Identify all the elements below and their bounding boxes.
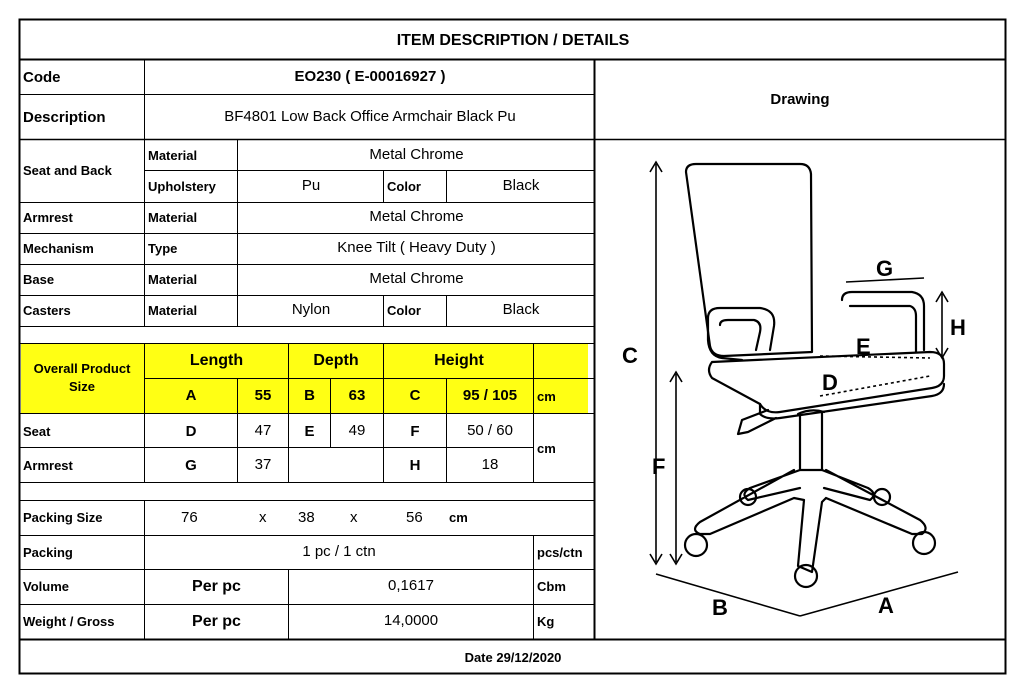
seat-d-value: 47 (254, 422, 272, 439)
overall-unit: cm (537, 389, 556, 404)
overall-a-key: A (185, 387, 197, 404)
armrest-material: Metal Chrome (369, 208, 464, 225)
packing-size-length: 76 (181, 509, 198, 526)
casters-label: Casters (23, 303, 71, 318)
depth-header: Depth (313, 352, 359, 369)
base-material: Metal Chrome (369, 270, 464, 287)
packing-label: Packing (23, 545, 73, 560)
packing-value: 1 pc / 1 ctn (302, 543, 376, 560)
page-title: ITEM DESCRIPTION / DETAILS (396, 32, 630, 49)
chair-base (695, 470, 926, 572)
description-label: Description (23, 109, 106, 126)
caster-front-right (913, 532, 935, 554)
dim-label-a: A (878, 593, 894, 618)
packing-size-height: 56 (406, 509, 423, 526)
armrest-material-label: Material (148, 210, 198, 225)
chair-tilt-lever (738, 410, 776, 434)
chair-backrest (686, 164, 812, 356)
armrest-g-key: G (185, 457, 197, 474)
volume-per: Per pc (192, 578, 241, 595)
upholstery-value: Pu (301, 177, 321, 194)
armrest-g-value: 37 (254, 456, 272, 473)
packing-size-x1: x (259, 509, 267, 526)
armrest-dims-label: Armrest (23, 458, 73, 473)
volume-label: Volume (23, 579, 69, 594)
seat-f-value: 50 / 60 (467, 422, 513, 439)
packing-unit: pcs/ctn (537, 545, 583, 560)
armrest-h-key: H (409, 457, 421, 474)
dim-label-c: C (622, 343, 638, 368)
upholstery-label: Upholstery (148, 179, 216, 194)
seat-back-material-label: Material (148, 148, 198, 163)
dim-label-d: D (822, 370, 838, 395)
seat-back-label: Seat and Back (23, 163, 112, 178)
packing-size-x2: x (350, 509, 358, 526)
drawing-label: Drawing (770, 91, 830, 108)
mechanism-label: Mechanism (23, 241, 94, 256)
height-header: Height (434, 352, 484, 369)
packing-size-width: 38 (298, 509, 315, 526)
weight-label: Weight / Gross (23, 614, 115, 629)
dim-label-h: H (950, 315, 966, 340)
code-value: EO230 ( E-00016927 ) (294, 68, 446, 85)
volume-value: 0,1617 (388, 577, 434, 594)
caster-front-left (685, 534, 707, 556)
overall-a-value: 55 (254, 387, 272, 404)
dim-line-b (656, 574, 800, 616)
mechanism-type-label: Type (148, 241, 178, 256)
casters-material: Nylon (291, 301, 331, 318)
chair-left-armrest (708, 308, 774, 360)
date-footer: Date 29/12/2020 (464, 650, 562, 665)
mechanism-type: Knee Tilt ( Heavy Duty ) (337, 239, 496, 256)
length-header: Length (189, 352, 244, 369)
dims-unit: cm (537, 441, 556, 456)
overall-c-value: 95 / 105 (462, 387, 518, 404)
dim-label-e: E (856, 334, 871, 359)
overall-size-label-line2: Size (68, 379, 95, 394)
seat-back-color-label: Color (387, 179, 421, 194)
armrest-label: Armrest (23, 210, 73, 225)
volume-unit: Cbm (537, 579, 566, 594)
dim-label-g: G (876, 256, 894, 281)
seat-e-value: 49 (348, 422, 366, 439)
packing-size-label: Packing Size (23, 510, 103, 525)
seat-back-material: Metal Chrome (369, 146, 464, 163)
seat-d-key: D (185, 423, 197, 440)
seat-back-color: Black (502, 177, 540, 194)
caster-back-left (740, 489, 756, 505)
overall-c-key: C (409, 387, 421, 404)
base-label: Base (23, 272, 55, 287)
code-label: Code (23, 69, 61, 86)
armrest-h-value: 18 (481, 456, 499, 473)
seat-label: Seat (23, 424, 51, 439)
casters-material-label: Material (148, 303, 198, 318)
overall-size-label-line1: Overall Product (33, 361, 131, 376)
casters-color: Black (502, 301, 540, 318)
chair-right-armrest (842, 292, 924, 352)
dim-label-f: F (652, 454, 666, 479)
dim-label-b: B (712, 595, 728, 620)
seat-e-key: E (304, 423, 315, 440)
description-value: BF4801 Low Back Office Armchair Black Pu (224, 108, 516, 125)
overall-b-value: 63 (348, 387, 366, 404)
weight-per: Per pc (192, 613, 241, 630)
casters-color-label: Color (387, 303, 421, 318)
seat-f-key: F (410, 423, 420, 440)
weight-value: 14,0000 (383, 612, 439, 629)
chair-cylinder (798, 410, 824, 470)
packing-size-unit: cm (449, 510, 468, 525)
overall-b-key: B (304, 387, 315, 404)
weight-unit: Kg (537, 614, 555, 629)
base-material-label: Material (148, 272, 198, 287)
